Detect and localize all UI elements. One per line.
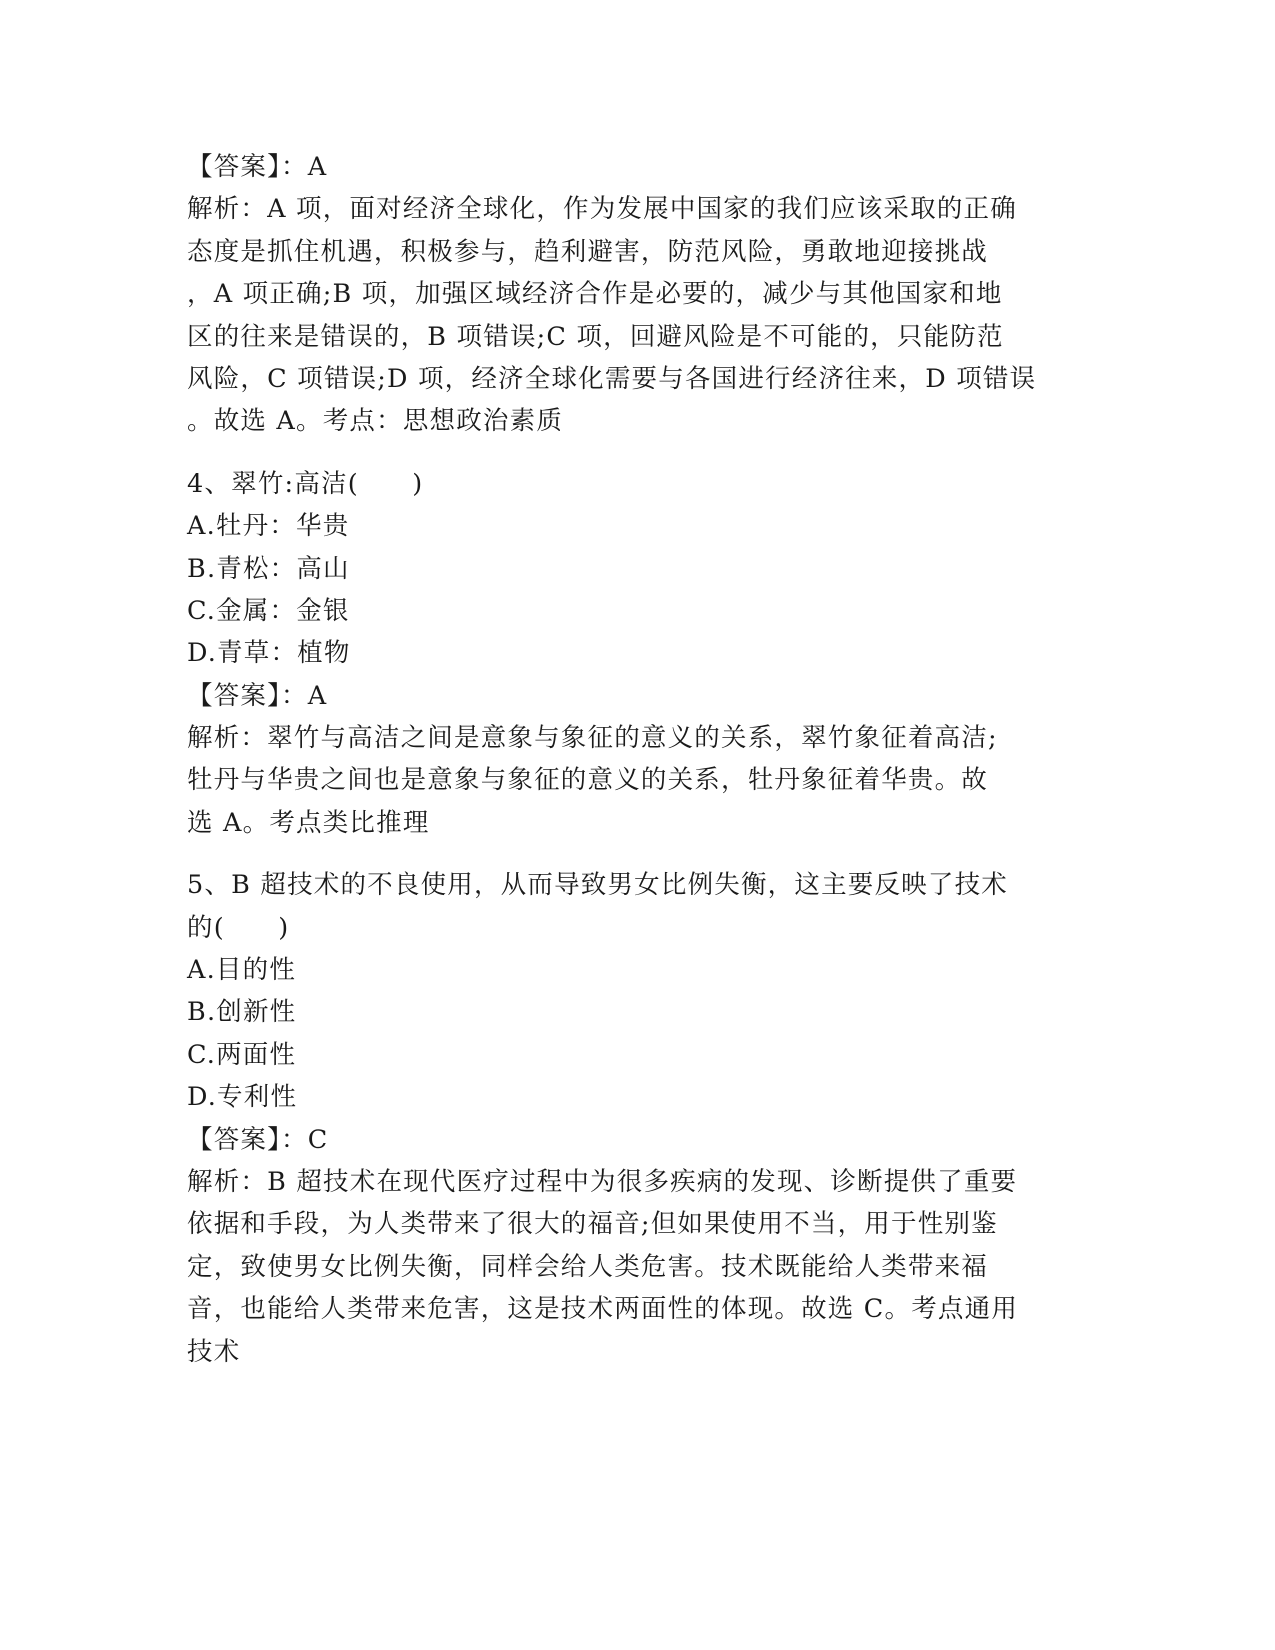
- answer-label: 【答案】：A: [187, 152, 328, 182]
- analysis-line: ，A 项正确;B 项，加强区域经济合作是必要的，减少与其他国家和地: [187, 279, 1003, 310]
- option-c: C.两面性: [187, 1039, 297, 1070]
- analysis-line: 解析：翠竹与高洁之间是意象与象征的意义的关系，翠竹象征着高洁;: [187, 723, 998, 754]
- analysis-line: 解析：A 项，面对经济全球化，作为发展中国家的我们应该采取的正确: [187, 194, 1017, 225]
- document-page: [187, 146, 1087, 1373]
- analysis-line: 选 A。考点类比推理: [187, 807, 430, 838]
- question-stem: 4、翠竹:高洁( ): [187, 468, 424, 499]
- previous-question-answer-block: [187, 146, 1087, 443]
- analysis-line: 区的往来是错误的，B 项错误;C 项，回避风险是不可能的，只能防范: [187, 321, 1004, 352]
- analysis-line: 解析：B 超技术在现代医疗过程中为很多疾病的发现、诊断提供了重要: [187, 1166, 1018, 1197]
- analysis-line: 技术: [187, 1336, 241, 1367]
- spacer: [187, 844, 1087, 864]
- option-a: A.牡丹：华贵: [187, 511, 350, 542]
- answer-label: 【答案】：C: [187, 1124, 329, 1155]
- analysis-line: 。故选 A。考点：思想政治素质: [187, 406, 564, 437]
- analysis-line: 态度是抓住机遇，积极参与，趋利避害，防范风险，勇敢地迎接挑战: [187, 236, 989, 267]
- option-a: A.目的性: [187, 955, 297, 986]
- question-4: [187, 463, 1087, 845]
- option-b: B.青松：高山: [187, 553, 350, 584]
- answer-label: 【答案】：A: [187, 680, 328, 711]
- analysis-line: 定，致使男女比例失衡，同样会给人类危害。技术既能给人类带来福: [187, 1251, 989, 1282]
- analysis-line: 牡丹与华贵之间也是意象与象征的意义的关系，牡丹象征着华贵。故: [187, 765, 989, 796]
- option-c: C.金属：金银: [187, 595, 350, 626]
- option-d: D.专利性: [187, 1082, 298, 1113]
- option-d: D.青草：植物: [187, 638, 351, 669]
- spacer: [187, 443, 1087, 463]
- analysis-line: 音，也能给人类带来危害，这是技术两面性的体现。故选 C。考点通用: [187, 1294, 1019, 1325]
- analysis-line: 风险，C 项错误;D 项，经济全球化需要与各国进行经济往来，D 项错误: [187, 363, 1037, 394]
- question-stem: 5、B 超技术的不良使用，从而导致男女比例失衡，这主要反映了技术: [187, 870, 1008, 901]
- option-b: B.创新性: [187, 997, 297, 1028]
- question-5: [187, 864, 1087, 1373]
- analysis-line: 依据和手段，为人类带来了很大的福音;但如果使用不当，用于性别鉴: [187, 1209, 998, 1240]
- question-stem: 的( ): [187, 912, 290, 943]
